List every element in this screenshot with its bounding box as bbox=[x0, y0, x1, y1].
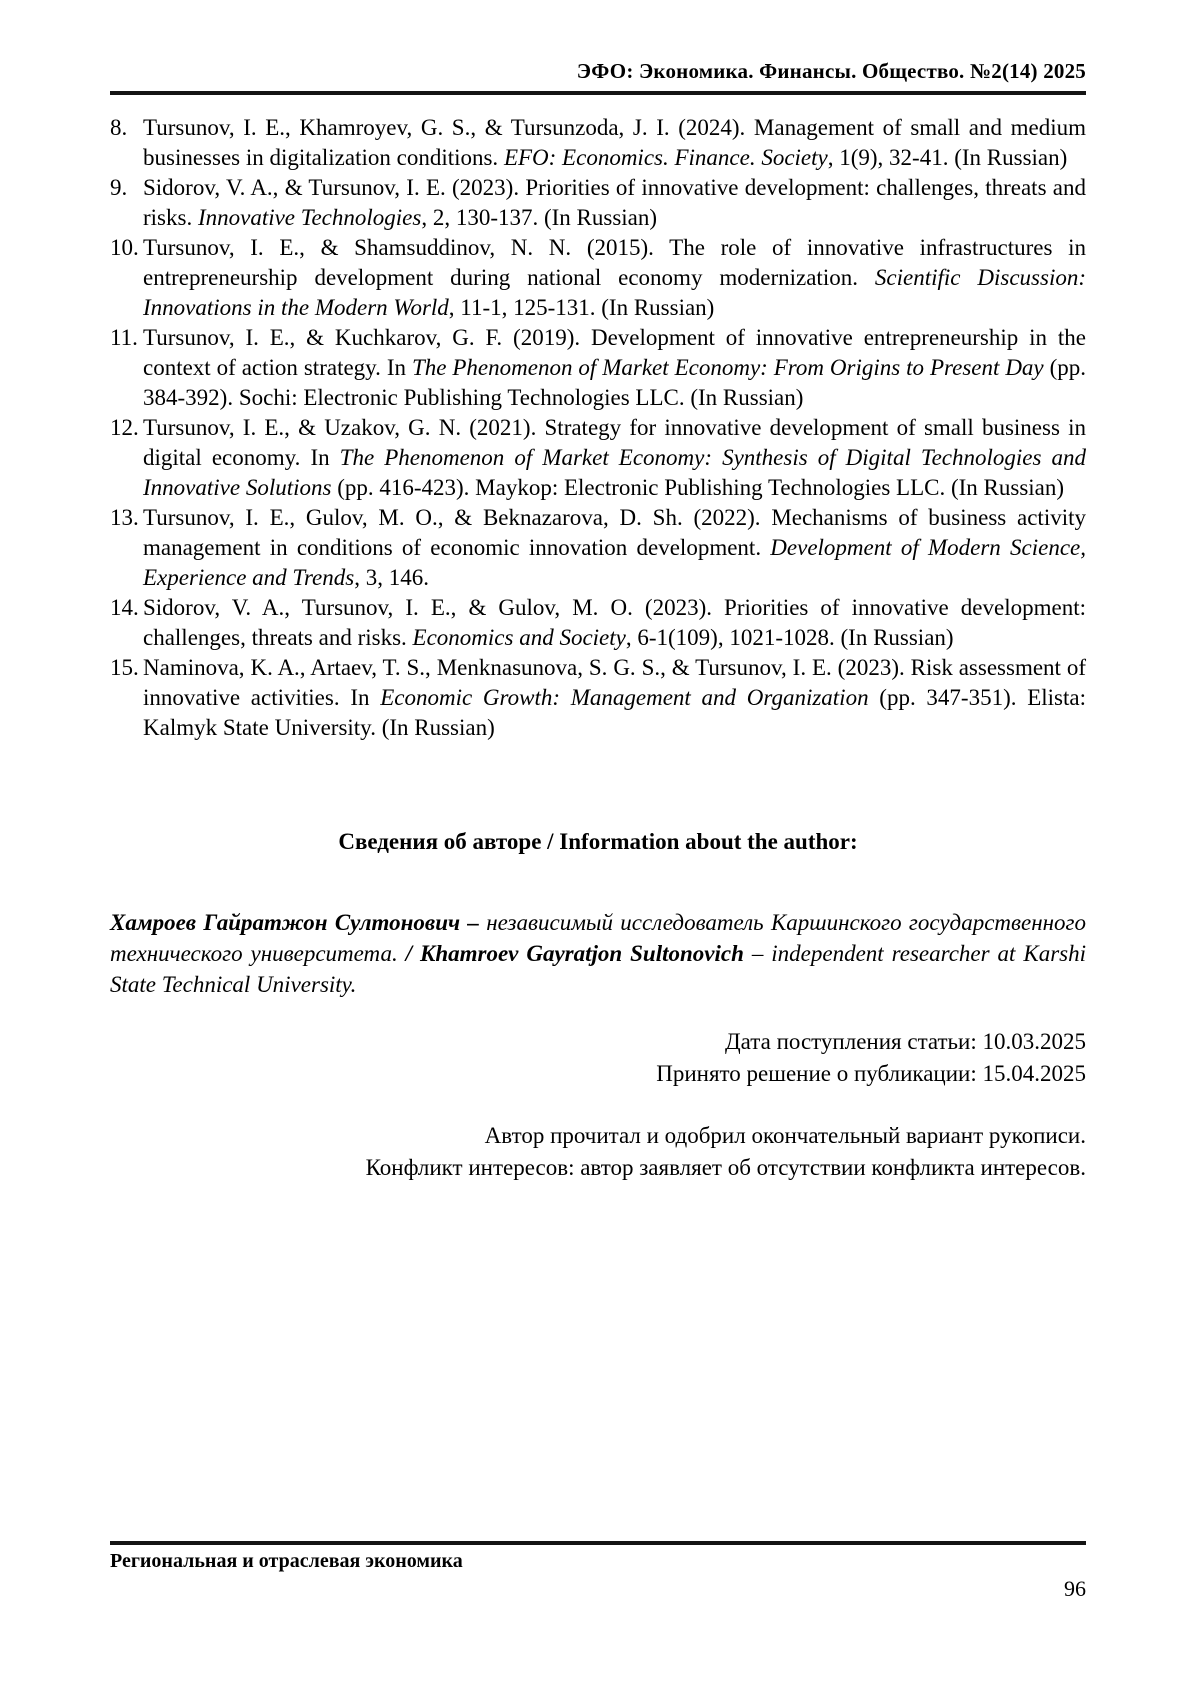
text-segment: , 6-1(109), 1021-1028. (In Russian) bbox=[625, 625, 954, 650]
text-segment: , 3, 146. bbox=[354, 565, 429, 590]
footer-section-label: Региональная и отраслевая экономика bbox=[110, 1550, 463, 1572]
author-bio bbox=[110, 907, 1086, 1000]
statements-block bbox=[110, 1120, 1086, 1184]
text-segment: (pp. 416-423). Maykop: Electronic Publishing Technologies LLC. (In Russian) bbox=[331, 475, 1065, 500]
text-segment: (pp. 384-392). Sochi: Electronic Publishing Technologies LLC. (In Russian) bbox=[143, 355, 1086, 410]
page-body bbox=[110, 113, 1086, 1184]
page-header bbox=[110, 58, 1086, 95]
date-accepted: Принято решение о публикации: 15.04.2025 bbox=[656, 1061, 1086, 1086]
text-segment: EFO: Economics. Finance. Society bbox=[503, 145, 828, 170]
text-segment: / Khamroev Gayratjon Sultonovich bbox=[405, 941, 744, 966]
footer-rule bbox=[110, 1541, 1086, 1545]
text-segment: Tursunov, I. E., & Kuchkarov, G. F. (2019). Development of innovative entrepreneurship in the context of action strategy. In bbox=[143, 325, 1086, 380]
header-rule bbox=[110, 91, 1086, 95]
reference-item bbox=[110, 323, 1086, 413]
text-segment: , 1(9), 32-41. (In Russian) bbox=[827, 145, 1068, 170]
reference-number: 15. bbox=[110, 655, 139, 680]
text-segment: (pp. 347-351). Elista: Kalmyk State University. (In Russian) bbox=[143, 685, 1086, 740]
reference-number: 12. bbox=[110, 415, 139, 440]
text-segment: Sidorov, V. A., Tursunov, I. E., & Gulov, M. O. (2023). Priorities of innovative development: challenges, threats and risks. bbox=[143, 595, 1086, 650]
reference-number: 10. bbox=[110, 235, 139, 260]
text-segment: Хамроев Гайратжон Султонович – bbox=[110, 910, 487, 935]
reference-item bbox=[110, 233, 1086, 323]
reference-item bbox=[110, 653, 1086, 743]
statement-conflict: Конфликт интересов: автор заявляет об отсутствии конфликта интересов. bbox=[365, 1155, 1086, 1180]
statement-approval: Автор прочитал и одобрил окончательный вариант рукописи. bbox=[484, 1123, 1086, 1148]
text-segment: Sidorov, V. A., & Tursunov, I. E. (2023). Priorities of innovative development: challenges, threats and risks. bbox=[143, 175, 1086, 230]
text-segment: Tursunov, I. E., & Shamsuddinov, N. N. (2015). The role of innovative infrastructures in entrepreneurship development during national economy modernization. bbox=[143, 235, 1086, 290]
author-section-heading: Сведения об авторе / Information about the author: bbox=[338, 829, 858, 854]
text-segment: независимый исследователь Каршинского государственного технического университета. bbox=[110, 910, 1086, 966]
reference-item bbox=[110, 173, 1086, 233]
text-segment: – independent researcher at Karshi State Technical University. bbox=[110, 941, 1086, 997]
text-segment: Tursunov, I. E., Gulov, M. O., & Beknazarova, D. Sh. (2022). Mechanisms of business activity management in conditions of economic innovation development. bbox=[143, 505, 1086, 560]
text-segment: , 2, 130-137. (In Russian) bbox=[421, 205, 658, 230]
page-footer bbox=[110, 1541, 1086, 1602]
text-segment: , 11-1, 125-131. (In Russian) bbox=[448, 295, 715, 320]
text-segment: The Phenomenon of Market Economy: Synthesis of Digital Technologies and Innovative Solutions bbox=[143, 445, 1086, 500]
references-list bbox=[110, 113, 1086, 743]
reference-item bbox=[110, 593, 1086, 653]
reference-number: 13. bbox=[110, 505, 139, 530]
text-segment: The Phenomenon of Market Economy: From Origins to Present Day bbox=[411, 355, 1044, 380]
text-segment: Naminova, K. A., Artaev, T. S., Menknasunova, S. G. S., & Tursunov, I. E. (2023). Risk assessment of innovative activities. In bbox=[143, 655, 1086, 710]
page-number: 96 bbox=[1064, 1576, 1086, 1601]
text-segment: Tursunov, I. E., & Uzakov, G. N. (2021). Strategy for innovative development of small business in digital economy. In bbox=[143, 415, 1086, 470]
text-segment: Economic Growth: Management and Organization bbox=[380, 685, 869, 710]
reference-number: 14. bbox=[110, 595, 139, 620]
text-segment: Development of Modern Science, Experience and Trends bbox=[143, 535, 1086, 590]
text-segment: Tursunov, I. E., Khamroyev, G. S., & Tursunzoda, J. I. (2024). Management of small and medium businesses in digitalization conditions. bbox=[143, 115, 1086, 170]
journal-title: ЭФО: Экономика. Финансы. Общество. №2(14) 2025 bbox=[576, 59, 1086, 83]
reference-number: 8. bbox=[110, 115, 133, 140]
reference-item bbox=[110, 503, 1086, 593]
reference-item bbox=[110, 413, 1086, 503]
text-segment: Scientific Discussion: Innovations in the Modern World bbox=[143, 265, 1086, 320]
text-segment: Economics and Society bbox=[412, 625, 626, 650]
dates-block bbox=[110, 1026, 1086, 1090]
reference-number: 11. bbox=[110, 325, 138, 350]
reference-number: 9. bbox=[110, 175, 133, 200]
text-segment: Innovative Technologies bbox=[197, 205, 422, 230]
reference-item bbox=[110, 113, 1086, 173]
date-received: Дата поступления статьи: 10.03.2025 bbox=[724, 1029, 1086, 1054]
